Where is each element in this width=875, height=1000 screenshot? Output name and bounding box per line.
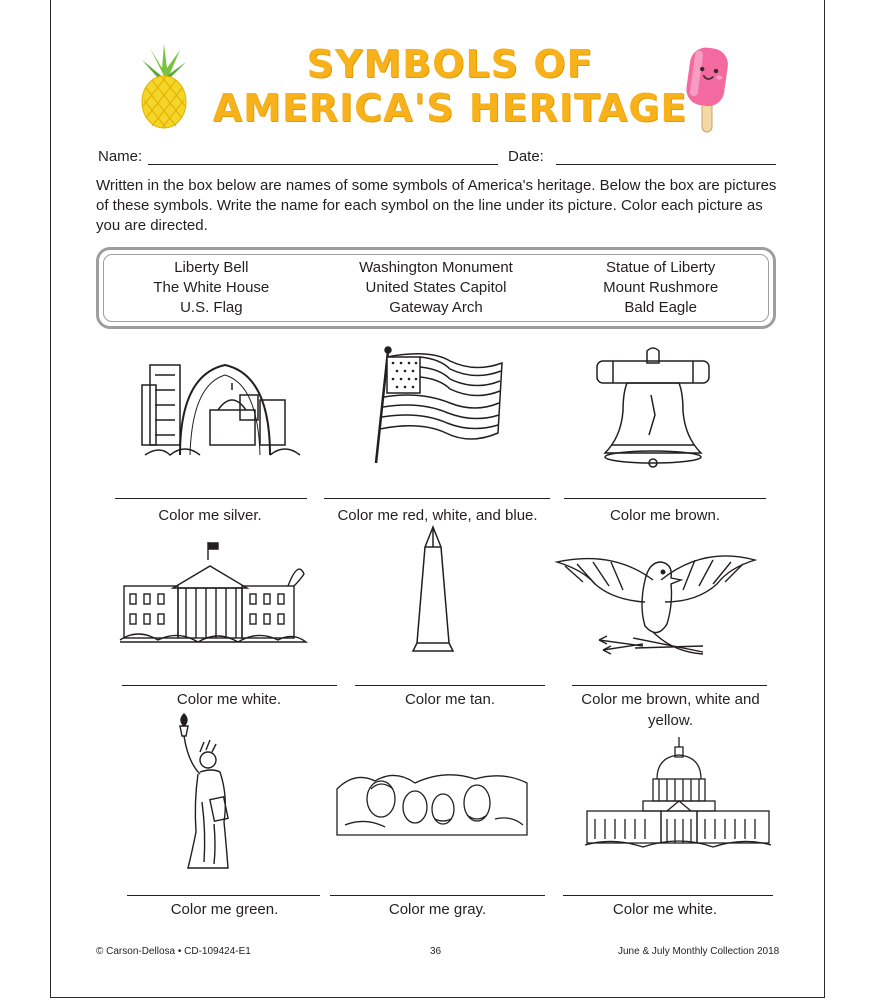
picture-caption: Color me silver. (158, 507, 262, 524)
answer-line[interactable] (572, 685, 767, 686)
pineapple-icon (136, 44, 192, 130)
answer-line[interactable] (564, 498, 766, 499)
picture-caption: Color me brown, white and yellow. (581, 691, 760, 729)
mount-rushmore-icon (335, 765, 530, 837)
white-house-icon (118, 540, 308, 660)
word-bank-grid (99, 258, 773, 318)
bald-eagle-icon (553, 540, 758, 670)
footer-collection: June & July Monthly Collection 2018 (618, 946, 780, 957)
gateway-arch-icon (140, 355, 310, 465)
word-bank-item: The White House (153, 279, 270, 296)
name-field[interactable] (148, 164, 498, 165)
word-bank-box (96, 247, 776, 329)
page-title (200, 42, 700, 130)
word-bank-item: U.S. Flag (180, 299, 243, 316)
date-field[interactable] (556, 164, 776, 165)
date-label: Date: (508, 148, 544, 165)
liberty-bell-icon (593, 345, 713, 470)
answer-line[interactable] (324, 498, 550, 499)
picture-caption: Color me gray. (388, 901, 487, 918)
answer-line[interactable] (127, 895, 320, 896)
footer-copyright: © Carson-Dellosa • CD-109424-E1 (96, 946, 251, 957)
washington-monument-icon (408, 525, 458, 655)
word-bank-item: Statue of Liberty (606, 259, 716, 276)
answer-line[interactable] (122, 685, 337, 686)
word-bank-item: Liberty Bell (174, 259, 249, 276)
footer-page-number: 36 (430, 946, 442, 957)
picture-caption: Color me brown. (609, 507, 721, 524)
answer-line[interactable] (330, 895, 545, 896)
title-line-1: SYMBOLS OF (306, 42, 594, 86)
answer-line[interactable] (563, 895, 773, 896)
us-flag-icon (370, 345, 510, 465)
name-date-row (98, 148, 778, 170)
word-bank-item: United States Capitol (365, 279, 507, 296)
picture-caption: Color me green. (170, 901, 279, 918)
statue-of-liberty-icon (170, 712, 250, 872)
picture-caption: Color me white. (176, 691, 282, 708)
picture-caption: Color me red, white, and blue. (337, 507, 538, 524)
answer-line[interactable] (115, 498, 307, 499)
capitol-icon (583, 735, 773, 860)
word-bank-item: Washington Monument (359, 259, 513, 276)
word-bank-item: Mount Rushmore (603, 279, 719, 296)
instructions-text: Written in the box below are names of some symbols of America's heritage. Below the box are pictures of these symbols. Write the name for each symbol on the line under its picture. Color each picture as you are directed. (96, 177, 777, 234)
word-bank-item: Gateway Arch (389, 299, 483, 316)
picture-caption: Color me tan. (404, 691, 496, 708)
answer-line[interactable] (355, 685, 545, 686)
title-line-2: AMERICA'S HERITAGE (212, 86, 688, 130)
word-bank-item: Bald Eagle (624, 299, 697, 316)
picture-caption: Color me white. (612, 901, 718, 918)
name-label: Name: (98, 148, 143, 165)
